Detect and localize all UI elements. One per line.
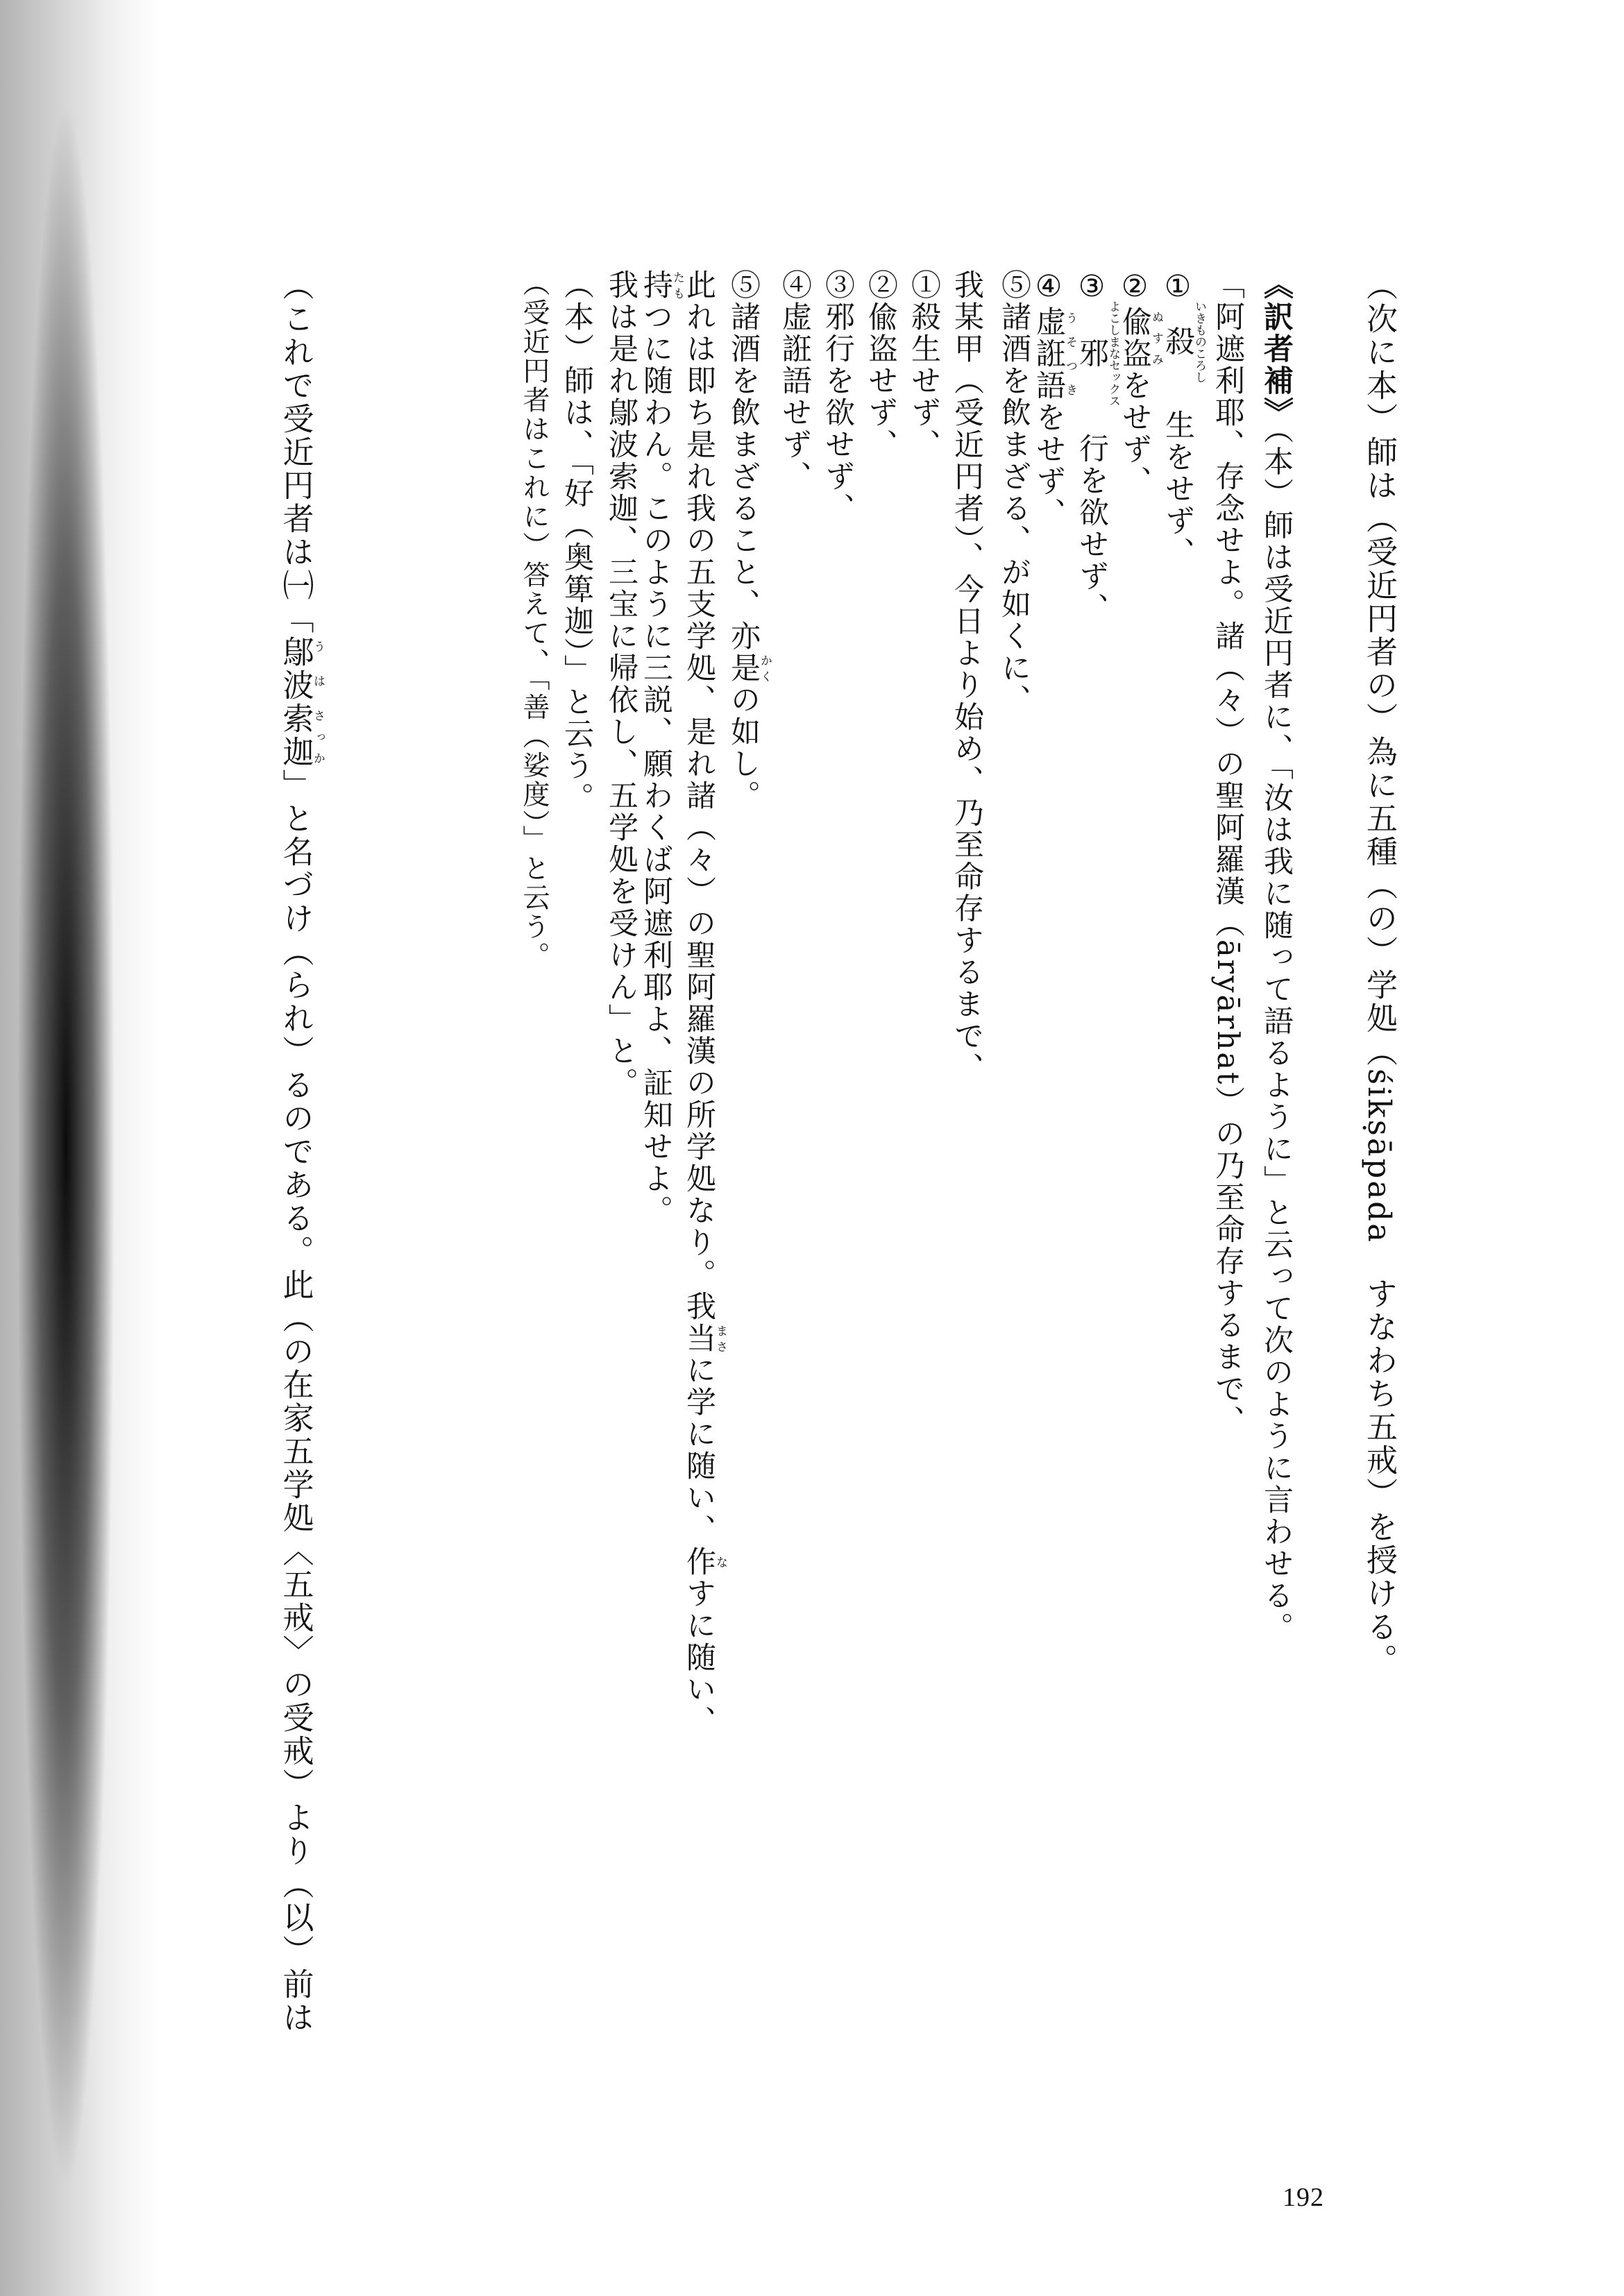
text-column-8: ⑤諸酒を飲まざる、が如くに、 (997, 269, 1031, 716)
text-column-2 (1257, 269, 1296, 2046)
translator-supplement-label: 《訳者補》 (1259, 269, 1294, 429)
text-column-13: ④虚誑語せず、 (777, 269, 812, 493)
text-column-19: （受近円者はこれに）答えて、「善（娑度）」と云う。 (518, 269, 550, 971)
text-column-4: ①殺いきものころし 生をせず、 (1160, 269, 1206, 569)
text-column-9: 我某甲（受近円者）、今日より始め、乃至命存するまで、 (949, 269, 984, 1085)
text-column-7: ④虚誑語うそつきをせず、 (1031, 269, 1077, 529)
text-column-12: ③邪行を欲せず、 (820, 269, 855, 525)
text-column-14: ⑤諸酒を飲まざること、亦是かくの如し。 (726, 269, 772, 812)
page-number: 192 (1283, 2183, 1324, 2212)
text-column-5: ②偸盗ぬすみをせず、 (1117, 269, 1163, 498)
vertical-text-body (87, 269, 1398, 2046)
text-column-10: ①殺生せず、 (906, 269, 941, 461)
supplement-text: （本）師は受近円者に、「汝は我に随って語るように」と云って次のように言わせる。 (1259, 429, 1294, 1644)
text-column-16: 持たもつに随わん。このように三説、願わくば阿遮利耶よ、証知せよ。 (638, 269, 684, 1227)
text-column-3: 「阿遮利耶、存念せよ。諸（々）の聖阿羅漢（āryārhat）の乃至命存するまで、 (1210, 269, 1245, 1438)
text-column-20: （これで受近円者は㈠「鄔波索迦う は さっか」と名づけ（られ）るのである。此（の在家五学処〈五戒〉の受戒）より（以）前は (277, 269, 325, 2034)
text-column-6: ③邪よこしまなセックス 行を欲せず、 (1074, 269, 1120, 624)
text-column-17: 我は是れ鄔波索迦、三宝に帰依し、五学処を受けん」と。 (604, 269, 638, 1099)
text-column-18: （本）師は、「好（奥箄迦）」と云う。 (559, 269, 594, 814)
text-column-1: （次に本）師は（受近円者の）為に五種（の）学処（śikṣāpada すなわち五戒）を授ける。 (1361, 269, 1398, 1677)
text-column-11: ②偸盗せず、 (863, 269, 898, 461)
text-column-15: 此れは即ち是れ我の五支学処、是れ諸（々）の聖阿羅漢の所学処なり。我当まさに学に随い、作なすに随い、 (682, 269, 727, 1737)
